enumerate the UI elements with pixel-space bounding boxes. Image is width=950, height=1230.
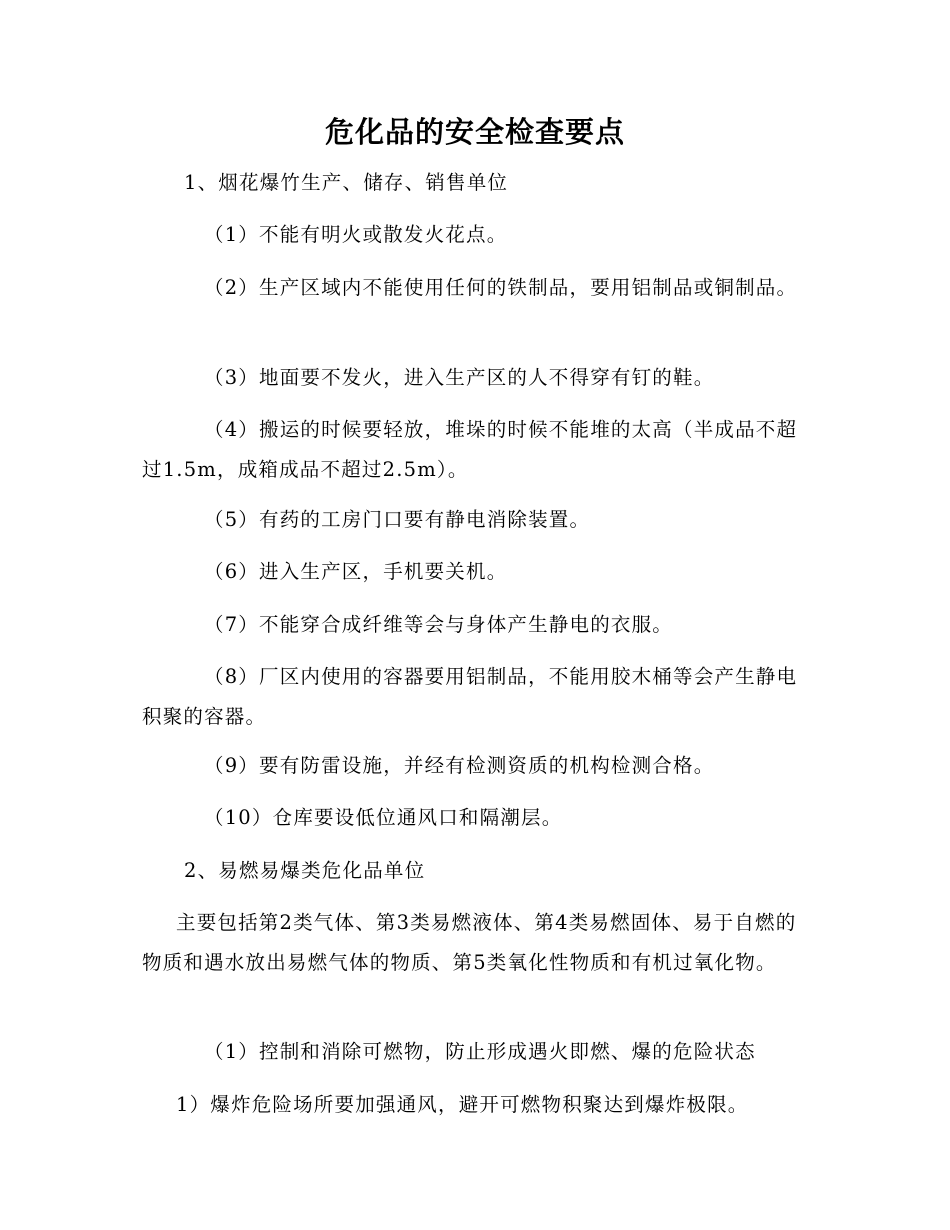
section2-subitem-1: 1）爆炸危险场所要加强通风，避开可燃物积聚达到爆炸极限。 [176, 1093, 749, 1116]
section1-item-8: （8）厂区内使用的容器要用铝制品，不能用胶木桶等会产生静电积聚的容器。 [142, 665, 798, 728]
section1-item-5: （5）有药的工房门口要有静电消除装置。 [204, 508, 591, 531]
section1-item-4: （4）搬运的时候要轻放，堆垛的时候不能堆的太高（半成品不超过1.5m，成箱成品不超过2.5m）。 [142, 418, 798, 481]
section1-item-9: （9）要有防雷设施，并经有检测资质的机构检测合格。 [204, 754, 715, 777]
section1-item-3: （3）地面要不发火，进入生产区的人不得穿有钉的鞋。 [204, 366, 715, 389]
section1-item-6: （6）进入生产区，手机要关机。 [204, 560, 508, 583]
document-title: 危化品的安全检查要点 [324, 115, 625, 149]
section1-item-1: （1）不能有明火或散发火花点。 [204, 223, 508, 246]
section-heading-1: 1、烟花爆竹生产、储存、销售单位 [184, 171, 509, 194]
section-heading-2: 2、易燃易爆类危化品单位 [184, 859, 426, 882]
section1-item-2: （2）生产区域内不能使用任何的铁制品，要用铝制品或铜制品。 [204, 276, 798, 299]
section1-item-10: （10）仓库要设低位通风口和隔潮层。 [204, 806, 563, 829]
section2-item-1: （1）控制和消除可燃物，防止形成遇火即燃、爆的危险状态 [204, 1040, 756, 1063]
section1-item-7: （7）不能穿合成纤维等会与身体产生静电的衣服。 [204, 613, 674, 636]
section2-intro: 主要包括第2类气体、第3类易燃液体、第4类易燃固体、易于自燃的物质和遇水放出易燃气体的物质、第5类氧化性物质和有机过氧化物。 [142, 911, 797, 974]
